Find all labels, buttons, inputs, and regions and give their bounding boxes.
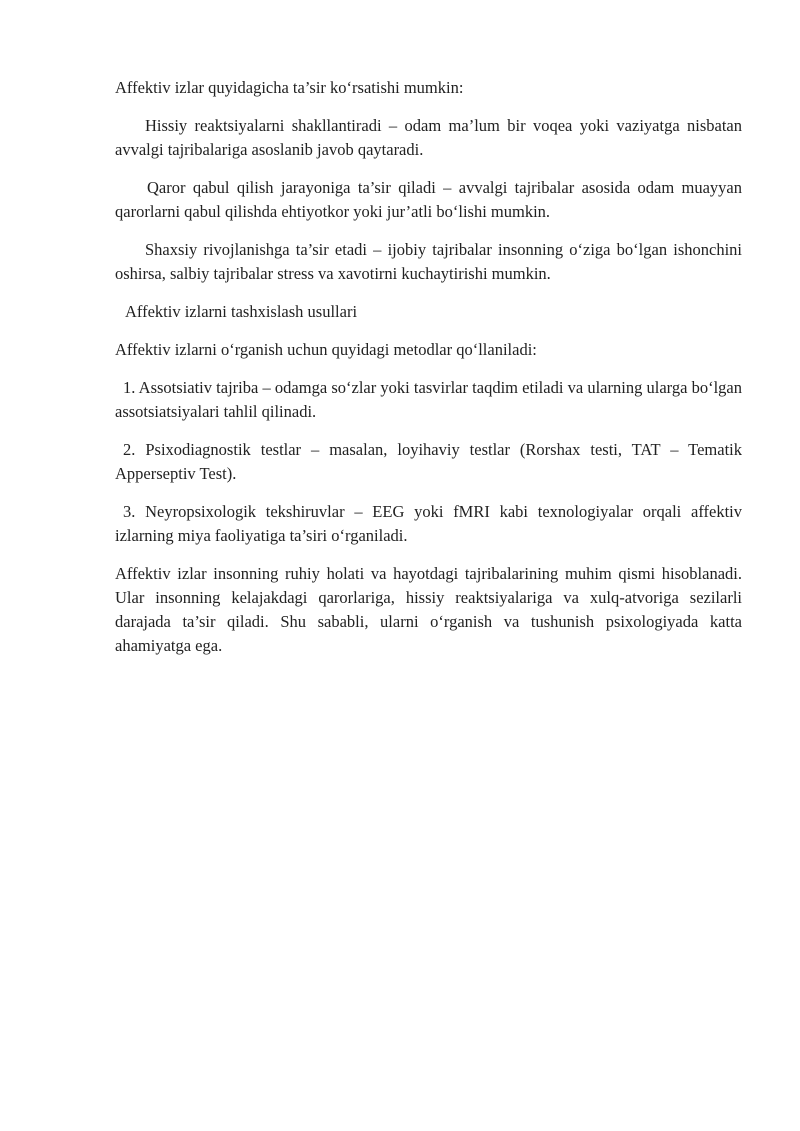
method-list-item	[115, 438, 742, 486]
methods-intro-paragraph: Affektiv izlarni o‘rganish uchun quyidagi metodlar qo‘llaniladi:	[115, 340, 537, 359]
conclusion-paragraph: Affektiv izlar insonning ruhiy holati va hayotdagi tajribalarining muhim qismi hisoblanadi. Ular insonning kelajakdagi qarorlariga, hissiy reaktsiyalariga va xulq-atvoriga sezilarli darajada ta’sir qiladi. Shu sababli, ularni o‘rganish va tushunish psixologiyada katta ahamiyatga ega.	[115, 564, 742, 655]
method-list-item	[115, 500, 742, 548]
method-text: Neyropsixologik tekshiruvlar – EEG yoki fMRI kabi texnologiyalar orqali affektiv izlarning miya faoliyatiga ta’siri o‘rganiladi.	[115, 502, 743, 545]
effect-paragraph-personal-development: Shaxsiy rivojlanishga ta’sir etadi – ijobiy tajribalar insonning o‘ziga bo‘lgan ishonchini oshirsa, salbiy tajribalar stress va xavotirni kuchaytirishi mumkin.	[115, 240, 742, 283]
list-number: 2.	[123, 440, 136, 459]
section-heading: Affektiv izlarni tashxislash usullari	[125, 302, 358, 321]
method-list-item	[115, 376, 742, 424]
intro-paragraph: Affektiv izlar quyidagicha ta’sir ko‘rsatishi mumkin:	[115, 78, 464, 97]
effect-paragraph-emotional-reactions: Hissiy reaktsiyalarni shakllantiradi – odam ma’lum bir voqea yoki vaziyatga nisbatan avvalgi tajribalariga asoslanib javob qaytaradi.	[115, 116, 742, 159]
method-text: Psixodiagnostik testlar – masalan, loyihaviy testlar (Rorshax testi, TAT – Tematik Apperseptiv Test).	[115, 440, 742, 483]
document-body	[115, 76, 742, 672]
list-number: 1.	[123, 378, 136, 397]
method-text: Assotsiativ tajriba – odamga so‘zlar yoki tasvirlar taqdim etiladi va ularning ularga bo‘lgan assotsiatsiyalari tahlil qilinadi.	[115, 378, 743, 421]
effect-paragraph-decision-making: Qaror qabul qilish jarayoniga ta’sir qiladi – avvalgi tajribalar asosida odam muayyan qarorlarni qabul qilishda ehtiyotkor yoki jur’atli bo‘lishi mumkin.	[115, 178, 742, 221]
list-number: 3.	[123, 502, 136, 521]
